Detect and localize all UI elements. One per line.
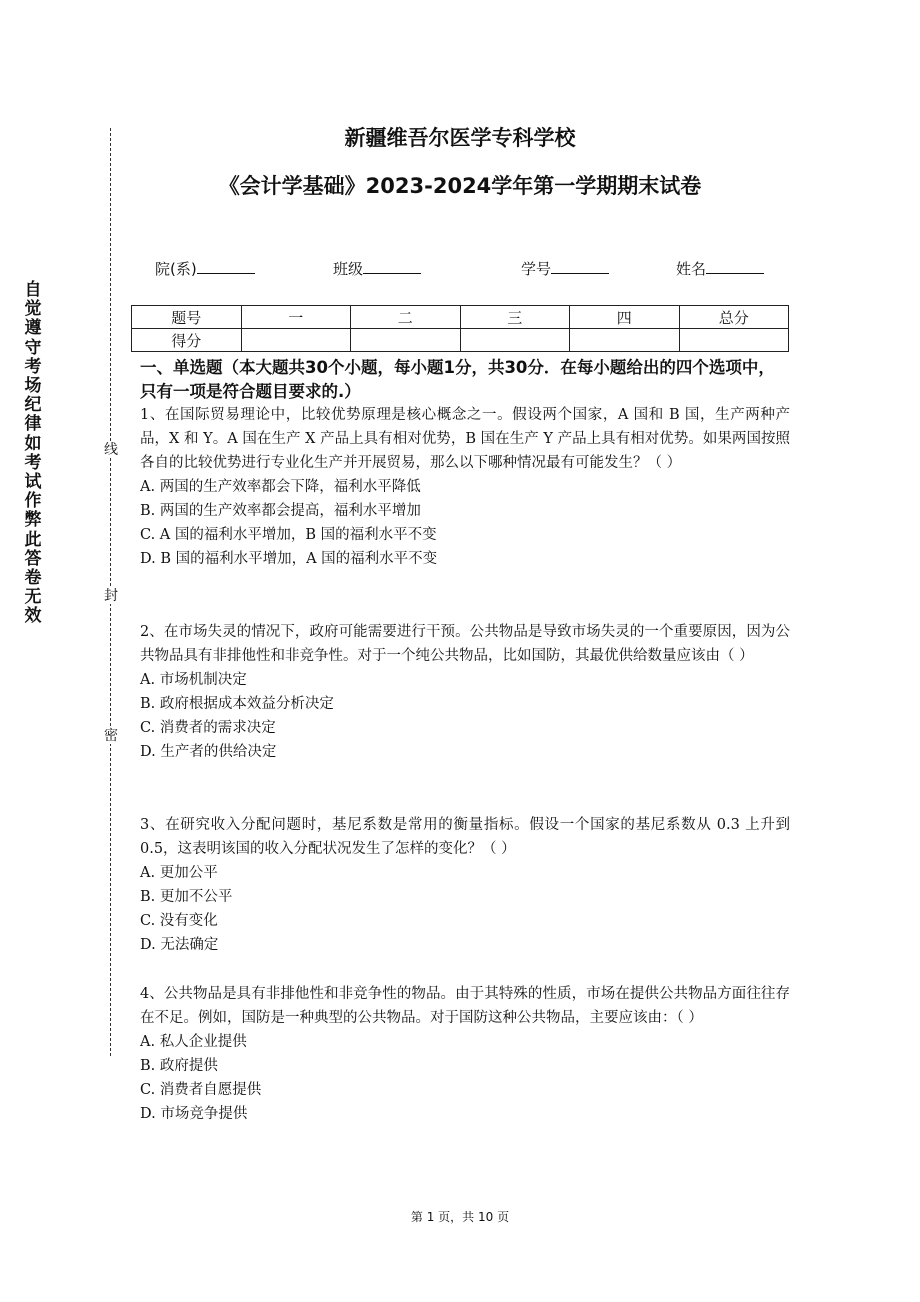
- info-field-department: [155, 258, 255, 279]
- score-header-cell: 三: [460, 306, 570, 329]
- info-field-name: [676, 258, 764, 279]
- question-option: C. 消费者自愿提供: [140, 1082, 262, 1098]
- page-number: 第 1 页，共 10 页: [410, 1210, 510, 1224]
- score-cell[interactable]: [460, 329, 570, 352]
- question-2: [140, 620, 790, 764]
- question-1: [140, 403, 790, 571]
- question-4: [140, 982, 790, 1126]
- score-table-score-row: [132, 329, 789, 352]
- score-header-cell: 题号: [132, 306, 242, 329]
- exam-title: 《会计学基础》2023-2024学年第一学期期末试卷: [218, 174, 702, 198]
- score-header-cell: 总分: [679, 306, 789, 329]
- score-row-label: 得分: [132, 329, 242, 352]
- question-stem: 1、在国际贸易理论中，比较优势原理是核心概念之一。假设两个国家，A 国和 B 国，生产两种产品，X 和 Y。A 国在生产 X 产品上具有相对优势，B 国在生产 Y 产品上具有相对优势。如果两国按照各自的比较优势进行专业化生产并开展贸易，那么以下哪种情况最有可能发生？（ ）: [140, 407, 790, 471]
- info-blank[interactable]: [551, 259, 609, 274]
- question-option: B. 政府根据成本效益分析决定: [140, 696, 334, 712]
- info-blank[interactable]: [197, 259, 255, 274]
- seal-mark-feng: 封: [104, 588, 118, 604]
- question-option: D. B 国的福利水平增加，A 国的福利水平不变: [140, 551, 438, 567]
- question-option: A. 市场机制决定: [140, 672, 247, 688]
- question-stem: 2、在市场失灵的情况下，政府可能需要进行干预。公共物品是导致市场失灵的一个重要原因，因为公共物品具有非排他性和非竞争性。对于一个纯公共物品，比如国防，其最优供给数量应该由（ ）: [140, 624, 790, 664]
- score-header-cell: 一: [241, 306, 351, 329]
- question-option: C. A 国的福利水平增加，B 国的福利水平不变: [140, 527, 437, 543]
- info-field-student-id: [521, 258, 609, 279]
- question-3: [140, 813, 790, 957]
- info-field-label: 姓名: [676, 260, 707, 278]
- question-option: B. 两国的生产效率都会提高，福利水平增加: [140, 503, 421, 519]
- info-field-label: 班级: [333, 260, 364, 278]
- exam-discipline-note: 自觉遵守考场纪律如考试作弊此答卷无效: [24, 280, 42, 627]
- question-option: A. 两国的生产效率都会下降，福利水平降低: [140, 479, 421, 495]
- info-field-label: 学号: [521, 260, 552, 278]
- info-blank[interactable]: [706, 259, 764, 274]
- score-cell[interactable]: [351, 329, 461, 352]
- question-option: C. 没有变化: [140, 913, 218, 929]
- question-option: A. 私人企业提供: [140, 1034, 247, 1050]
- section-title: 一、单选题（本大题共30个小题，每小题1分，共30分．在每小题给出的四个选项中，只有一项是符合题目要求的.）: [140, 358, 775, 401]
- score-cell[interactable]: [679, 329, 789, 352]
- question-option: C. 消费者的需求决定: [140, 720, 276, 736]
- score-table: [131, 305, 789, 352]
- question-option: A. 更加公平: [140, 865, 218, 881]
- score-header-cell: 四: [570, 306, 680, 329]
- question-option: D. 生产者的供给决定: [140, 744, 277, 760]
- seal-mark-mi: 密: [104, 728, 118, 744]
- info-blank[interactable]: [363, 259, 421, 274]
- question-option: D. 无法确定: [140, 937, 219, 953]
- score-header-cell: 二: [351, 306, 461, 329]
- info-field-label: 院(系): [155, 260, 197, 278]
- score-cell[interactable]: [241, 329, 351, 352]
- question-stem: 3、在研究收入分配问题时，基尼系数是常用的衡量指标。假设一个国家的基尼系数从 0.3 上升到 0.5，这表明该国的收入分配状况发生了怎样的变化？（ ）: [140, 817, 790, 857]
- question-option: B. 更加不公平: [140, 889, 233, 905]
- school-name: 新疆维吾尔医学专科学校: [344, 126, 576, 150]
- question-stem: 4、公共物品是具有非排他性和非竞争性的物品。由于其特殊的性质，市场在提供公共物品方面往往存在不足。例如，国防是一种典型的公共物品。对于国防这种公共物品，主要应该由：（ ）: [140, 986, 790, 1026]
- seal-mark-xian: 线: [104, 442, 118, 458]
- question-option: B. 政府提供: [140, 1058, 218, 1074]
- score-cell[interactable]: [570, 329, 680, 352]
- question-option: D. 市场竞争提供: [140, 1106, 248, 1122]
- score-table-header-row: [132, 306, 789, 329]
- info-field-class: [333, 258, 421, 279]
